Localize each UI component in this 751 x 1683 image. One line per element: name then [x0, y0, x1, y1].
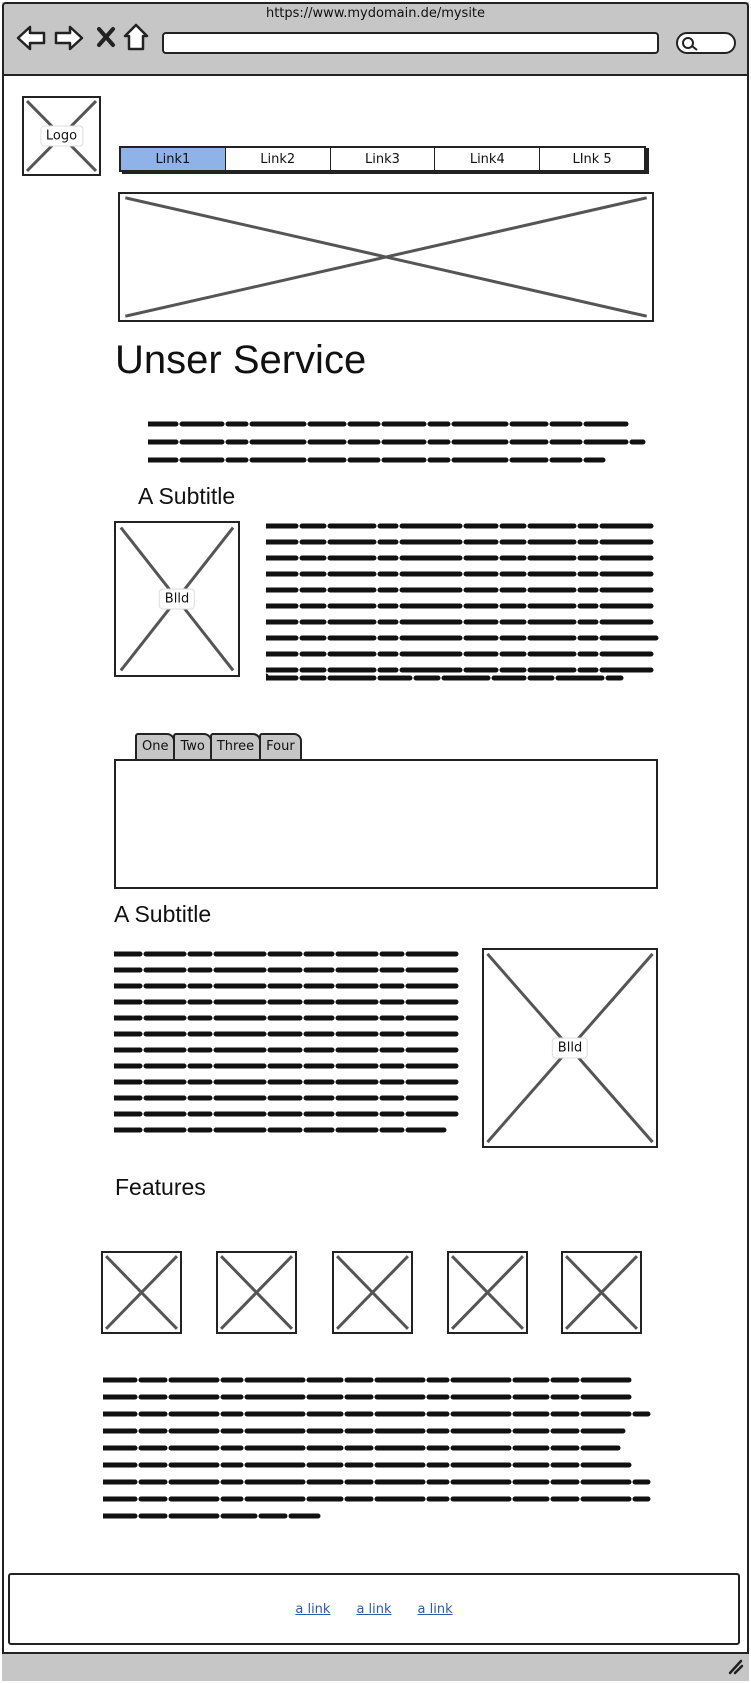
back-arrow-icon[interactable] — [16, 24, 46, 52]
close-x-icon[interactable] — [96, 26, 116, 48]
tab-panel — [114, 759, 658, 889]
nav-link-4[interactable]: Link4 — [435, 148, 540, 170]
resize-grip-icon[interactable] — [726, 1656, 744, 1680]
feature-image-4 — [447, 1251, 528, 1334]
status-bar — [2, 1652, 749, 1681]
address-bar[interactable] — [162, 32, 659, 54]
logo — [22, 96, 101, 176]
section-image-2 — [482, 948, 658, 1148]
features-title: Features — [115, 1174, 206, 1200]
section-subtitle-1: A Subtitle — [138, 483, 236, 509]
forward-arrow-icon[interactable] — [54, 24, 84, 52]
nav-link-2[interactable]: Link2 — [226, 148, 331, 170]
main-nav — [119, 146, 646, 172]
footer-link-3[interactable]: a link — [417, 1601, 453, 1617]
hero-image — [118, 192, 654, 322]
section-image-2-label: Blld — [552, 1038, 588, 1059]
nav-link-3[interactable]: Link3 — [331, 148, 436, 170]
feature-image-5 — [561, 1251, 642, 1334]
feature-image-3 — [332, 1251, 413, 1334]
footer-links — [8, 1573, 740, 1645]
tab-two[interactable]: Two — [173, 733, 211, 760]
search-field[interactable] — [676, 32, 736, 54]
section-image-1-label: Blld — [159, 589, 195, 610]
tab-bar — [135, 733, 300, 760]
footer-link-1[interactable]: a link — [295, 1601, 331, 1617]
nav-link-5[interactable]: LInk 5 — [572, 151, 612, 167]
tab-one[interactable]: One — [135, 733, 175, 760]
tab-four[interactable]: Four — [259, 733, 302, 760]
nav-link-1[interactable]: Link1 — [121, 148, 226, 170]
logo-label: Logo — [40, 126, 83, 147]
intro-text-block — [148, 418, 648, 468]
feature-image-1 — [101, 1251, 182, 1334]
features-text-block — [103, 1374, 658, 1524]
search-icon — [680, 34, 700, 52]
section-image-1 — [114, 521, 240, 677]
section-text-block-2 — [114, 948, 464, 1143]
footer-link-2[interactable]: a link — [356, 1601, 392, 1617]
home-icon[interactable] — [122, 22, 150, 52]
section-subtitle-2: A Subtitle — [114, 901, 212, 927]
tab-three[interactable]: Three — [210, 733, 261, 760]
url-text: https://www.mydomain.de/mysite — [265, 6, 486, 21]
section-text-block-1 — [266, 520, 661, 685]
feature-image-2 — [216, 1251, 297, 1334]
page-title: Unser Service — [115, 338, 367, 382]
